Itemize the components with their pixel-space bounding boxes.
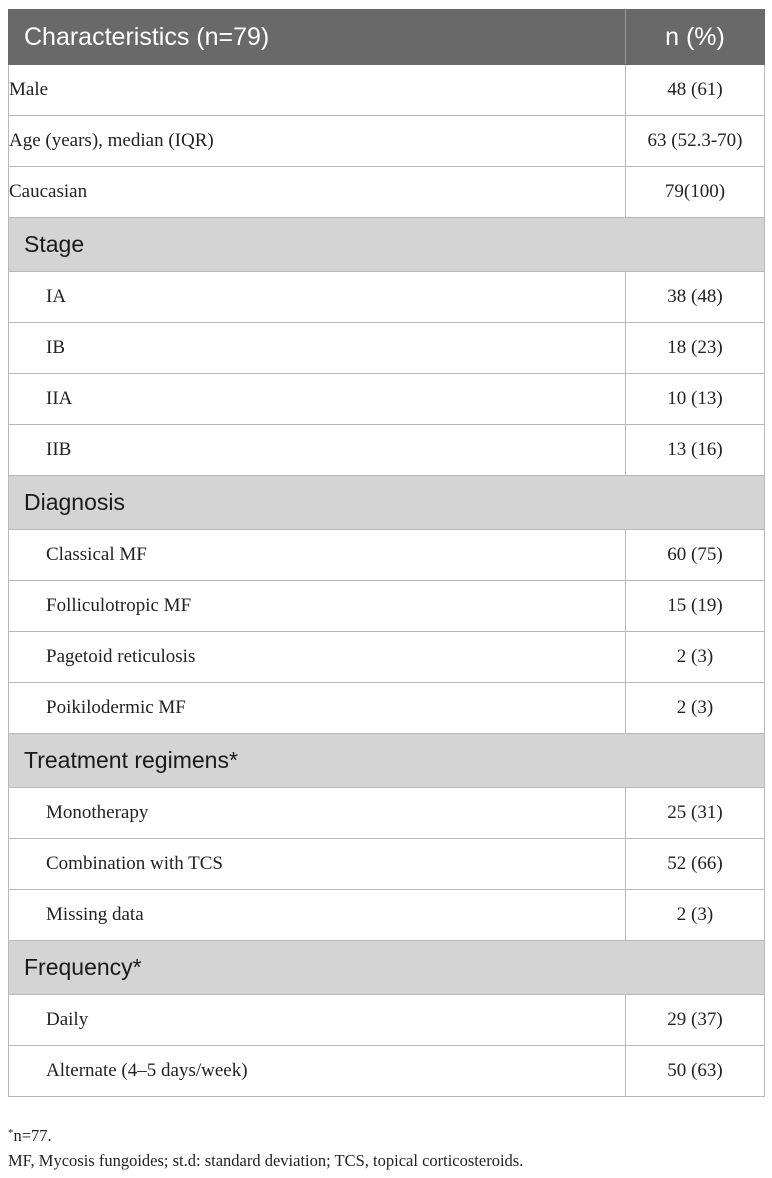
table-row: [9, 683, 765, 734]
row-label: Poikilodermic MF: [9, 683, 626, 734]
section-title: Frequency*: [9, 941, 765, 995]
row-value: 10 (13): [626, 374, 765, 425]
header-characteristics: Characteristics (n=79): [9, 10, 626, 65]
row-label: Monotherapy: [9, 788, 626, 839]
table-row: [9, 581, 765, 632]
table-row: [9, 788, 765, 839]
table-row: [9, 890, 765, 941]
section-header-diagnosis: [9, 476, 765, 530]
characteristics-table: [8, 9, 765, 1097]
row-label: Pagetoid reticulosis: [9, 632, 626, 683]
footnote-asterisk: [8, 1121, 764, 1148]
row-label: IIB: [9, 425, 626, 476]
row-value: 48 (61): [626, 65, 765, 116]
footnote-asterisk-symbol: *: [8, 1127, 14, 1139]
row-label: Male: [9, 65, 626, 116]
table-row: [9, 272, 765, 323]
row-label: Age (years), median (IQR): [9, 116, 626, 167]
footnote-asterisk-text: n=77.: [13, 1126, 52, 1145]
table-row: [9, 632, 765, 683]
row-label: Daily: [9, 995, 626, 1046]
table-row: [9, 65, 765, 116]
row-value: 2 (3): [626, 632, 765, 683]
row-label: Missing data: [9, 890, 626, 941]
table-row: [9, 839, 765, 890]
row-value: 29 (37): [626, 995, 765, 1046]
row-value: 15 (19): [626, 581, 765, 632]
row-label: Folliculotropic MF: [9, 581, 626, 632]
table-footnotes: [8, 1121, 764, 1173]
table-row: [9, 425, 765, 476]
row-label: Caucasian: [9, 167, 626, 218]
header-n-percent: n (%): [626, 10, 765, 65]
row-label: Alternate (4–5 days/week): [9, 1046, 626, 1097]
row-value: 52 (66): [626, 839, 765, 890]
row-value: 79(100): [626, 167, 765, 218]
row-value: 50 (63): [626, 1046, 765, 1097]
table-row: [9, 1046, 765, 1097]
section-header-stage: [9, 218, 765, 272]
table-row: [9, 167, 765, 218]
row-value: 13 (16): [626, 425, 765, 476]
table-row: [9, 323, 765, 374]
table-row: [9, 995, 765, 1046]
table-row: [9, 530, 765, 581]
row-label: Classical MF: [9, 530, 626, 581]
table-header-row: [9, 10, 765, 65]
row-value: 60 (75): [626, 530, 765, 581]
row-label: IA: [9, 272, 626, 323]
row-value: 2 (3): [626, 683, 765, 734]
footnote-abbreviations: MF, Mycosis fungoides; st.d: standard deviation; TCS, topical corticosteroids.: [8, 1151, 524, 1170]
row-label: IIA: [9, 374, 626, 425]
table-row: [9, 116, 765, 167]
section-title: Stage: [9, 218, 765, 272]
row-value: 25 (31): [626, 788, 765, 839]
section-header-frequency: [9, 941, 765, 995]
section-title: Treatment regimens*: [9, 734, 765, 788]
section-header-treatment-regimens: [9, 734, 765, 788]
row-value: 38 (48): [626, 272, 765, 323]
section-title: Diagnosis: [9, 476, 765, 530]
row-label: Combination with TCS: [9, 839, 626, 890]
row-value: 63 (52.3-70): [626, 116, 765, 167]
table-row: [9, 374, 765, 425]
row-value: 2 (3): [626, 890, 765, 941]
row-value: 18 (23): [626, 323, 765, 374]
row-label: IB: [9, 323, 626, 374]
